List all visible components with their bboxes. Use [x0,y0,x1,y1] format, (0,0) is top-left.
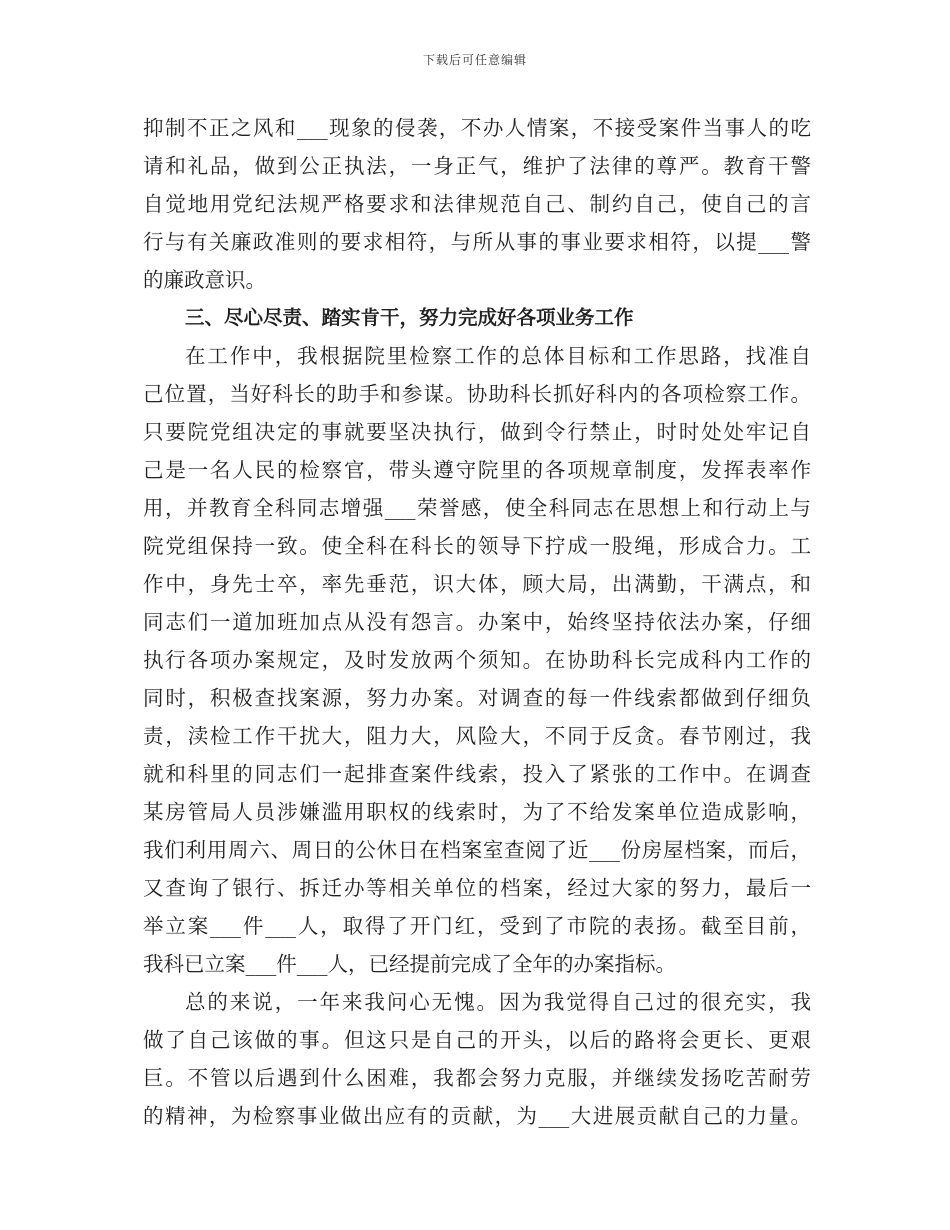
text-line: 执行各项办案规定，及时发放两个须知。在协助科长完成科内工作的 [143,648,811,672]
text-line: 的廉政意识。 [143,268,266,292]
text-line: 作中，身先士卒，率先垂范，识大体，顾大局，出满勤，干满点，和 [143,572,811,596]
text-line: 同志们一道加班加点从没有怨言。办案中，始终坚持依法办案，仔细 [143,610,811,634]
text-line: 巨。不管以后遇到什么困难，我都会努力克服，并继续发扬吃苦耐劳 [143,1066,811,1090]
text-line: 我们利用周六、周日的公休日在档案室查阅了近___份房屋档案，而后， [143,838,811,862]
text-line: 用，并教育全科同志增强___荣誉感，使全科同志在思想上和行动上与 [143,496,811,520]
text-line: 做了自己该做的事。但这只是自己的开头，以后的路将会更长、更艰 [143,1028,811,1052]
text-line: 的精神，为检察事业做出应有的贡献，为___大进展贡献自己的力量。 [143,1104,811,1128]
text-line: 又查询了银行、拆迁办等相关单位的档案，经过大家的努力，最后一 [143,876,811,900]
text-line: 总的来说，一年来我问心无愧。因为我觉得自己过的很充实，我 [185,990,811,1014]
document-body [143,109,811,1135]
text-line: 我科已立案___件___人，已经提前完成了全年的办案指标。 [143,952,676,976]
text-line: 自觉地用党纪法规严格要求和法律规范自己、制约自己，使自己的言 [143,192,811,216]
text-line: 就和科里的同志们一起排查案件线索，投入了紧张的工作中。在调查 [143,762,811,786]
text-line: 责，渎检工作干扰大，阻力大，风险大，不同于反贪。春节刚过，我 [143,724,811,748]
text-line: 某房管局人员涉嫌滥用职权的线索时，为了不给发案单位造成影响， [143,800,811,824]
text-line: 己位置，当好科长的助手和参谋。协助科长抓好科内的各项检察工作。 [143,382,811,406]
page-header: 下载后可任意编辑 [422,53,527,67]
text-line: 己是一名人民的检察官，带头遵守院里的各项规章制度，发挥表率作 [143,458,811,482]
text-line: 在工作中，我根据院里检察工作的总体目标和工作思路，找准自 [185,344,811,368]
text-line: 抑制不正之风和___现象的侵袭，不办人情案，不接受案件当事人的吃 [143,116,811,140]
text-line: 只要院党组决定的事就要坚决执行，做到令行禁止，时时处处牢记自 [143,420,811,444]
text-line: 行与有关廉政准则的要求相符，与所从事的事业要求相符，以提___警 [143,230,811,254]
text-line: 院党组保持一致。使全科在科长的领导下拧成一股绳，形成合力。工 [143,534,811,558]
text-line: 举立案___件___人，取得了开门红，受到了市院的表扬。截至目前， [143,914,811,938]
text-line: 请和礼品，做到公正执法，一身正气，维护了法律的尊严。教育干警 [143,154,811,178]
section-heading: 三、尽心尽责、踏实肯干，努力完成好各项业务工作 [185,306,634,329]
text-line: 同时，积极查找案源，努力办案。对调查的每一件线索都做到仔细负 [143,686,811,710]
